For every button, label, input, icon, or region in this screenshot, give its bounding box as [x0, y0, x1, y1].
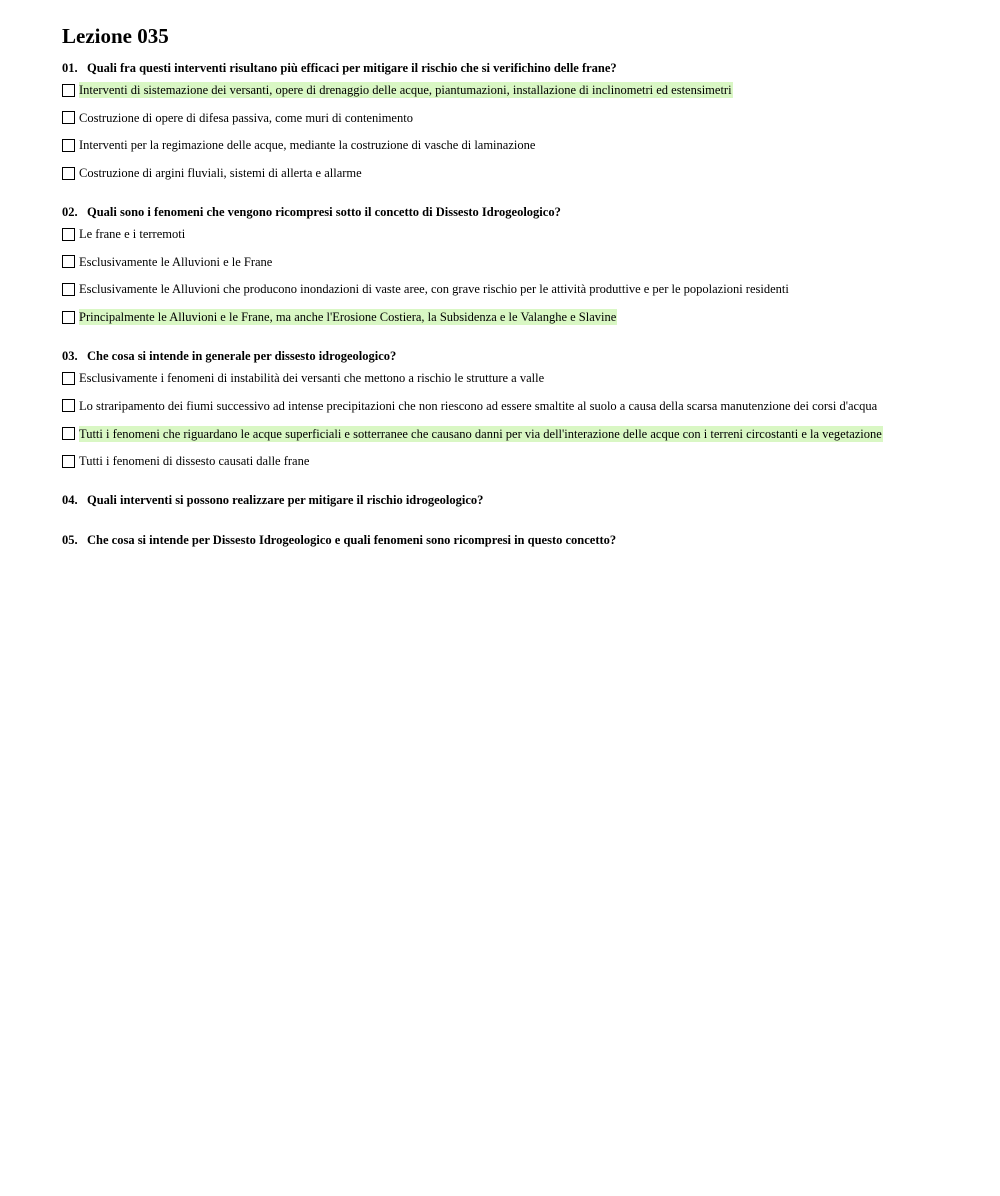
question-03: [62, 347, 962, 471]
answer-option[interactable]: [62, 279, 962, 299]
document-page: [62, 22, 962, 571]
page-title: Lezione 035: [62, 24, 169, 48]
question-04: [62, 491, 962, 509]
checkbox[interactable]: [62, 455, 75, 468]
checkbox[interactable]: [62, 427, 75, 440]
checkbox[interactable]: [62, 228, 75, 241]
answer-option[interactable]: [62, 368, 962, 388]
answer-text: Esclusivamente le Alluvioni che producono inondazioni di vaste aree, con grave rischio per le attività produttive e per le popolazioni residenti: [79, 282, 789, 297]
checkbox[interactable]: [62, 399, 75, 412]
answer-text: Esclusivamente le Alluvioni e le Frane: [79, 254, 273, 269]
question-number: 01.: [62, 61, 78, 75]
question-label: Quali interventi si possono realizzare per mitigare il rischio idrogeologico?: [87, 493, 484, 508]
answer-text: Le frane e i terremoti: [79, 227, 186, 242]
checkbox[interactable]: [62, 372, 75, 385]
answer-option[interactable]: [62, 108, 962, 128]
checkbox[interactable]: [62, 167, 75, 180]
checkbox[interactable]: [62, 111, 75, 124]
question-text: [62, 491, 962, 509]
answer-option[interactable]: [62, 163, 962, 183]
question-text: [62, 203, 962, 221]
question-text: [62, 59, 962, 77]
answer-option[interactable]: [62, 396, 962, 416]
answer-text: Costruzione di opere di difesa passiva, come muri di contenimento: [79, 110, 413, 125]
question-number: 02.: [62, 205, 78, 220]
answer-text: Lo straripamento dei fiumi successivo ad intense precipitazioni che non riescono ad essere smaltite al suolo a causa della scarsa manutenzione dei corsi d'acqua: [79, 398, 878, 413]
question-05: [62, 531, 962, 549]
checkbox[interactable]: [62, 255, 75, 268]
question-label: Quali sono i fenomeni che vengono ricompresi sotto il concetto di Dissesto Idrogeologico?: [87, 205, 561, 220]
answer-text: Costruzione di argini fluviali, sistemi di allerta e allarme: [79, 166, 362, 181]
question-number: 03.: [62, 349, 78, 364]
answer-option[interactable]: [62, 307, 962, 327]
checkbox[interactable]: [62, 84, 75, 97]
question-text: [62, 347, 962, 365]
checkbox[interactable]: [62, 283, 75, 296]
question-number: 04.: [62, 493, 78, 508]
answer-option[interactable]: [62, 224, 962, 244]
checkbox[interactable]: [62, 311, 75, 324]
question-02: [62, 203, 962, 327]
question-text: [62, 531, 962, 549]
answer-text: Tutti i fenomeni di dissesto causati dalle frane: [79, 454, 310, 469]
question-number: 05.: [62, 533, 78, 548]
answer-text: Interventi per la regimazione delle acque, mediante la costruzione di vasche di laminazione: [79, 138, 536, 153]
answer-option[interactable]: [62, 80, 962, 100]
answer-text-correct: Principalmente le Alluvioni e le Frane, ma anche l'Erosione Costiera, la Subsidenza e le Valanghe e Slavine: [79, 310, 617, 325]
answer-text: Esclusivamente i fenomeni di instabilità dei versanti che mettono a rischio le strutture a valle: [79, 371, 545, 386]
answer-text-correct: Tutti i fenomeni che riguardano le acque superficiali e sotterranee che causano danni per via dell'interazione delle acque con i terreni circostanti e la vegetazione: [79, 426, 882, 441]
question-01: [62, 59, 962, 183]
answer-text-correct: Interventi di sistemazione dei versanti, opere di drenaggio delle acque, piantumazioni, installazione di inclinometri ed estensimetri: [79, 83, 732, 97]
answer-option[interactable]: [62, 135, 962, 155]
answer-option[interactable]: [62, 252, 962, 272]
answer-option[interactable]: [62, 424, 962, 444]
question-label: Che cosa si intende per Dissesto Idrogeologico e quali fenomeni sono ricompresi in questo concetto?: [87, 533, 617, 548]
answer-option[interactable]: [62, 451, 962, 471]
question-label: Quali fra questi interventi risultano più efficaci per mitigare il rischio che si verifichino delle frane?: [87, 61, 617, 75]
checkbox[interactable]: [62, 139, 75, 152]
question-label: Che cosa si intende in generale per dissesto idrogeologico?: [87, 349, 397, 364]
